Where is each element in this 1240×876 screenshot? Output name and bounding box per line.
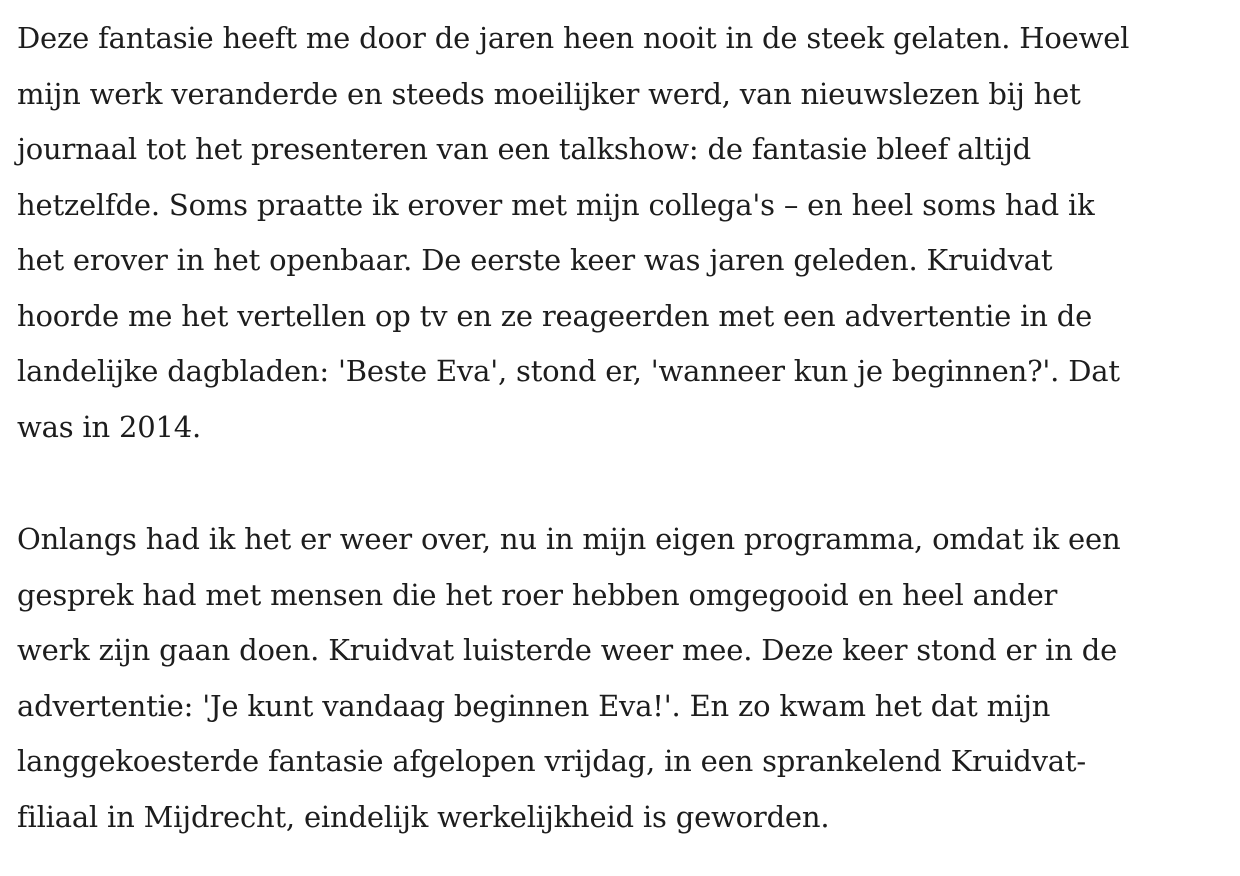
- text-line: werk zijn gaan doen. Kruidvat luisterde weer mee. Deze keer stond er in de: [17, 633, 1118, 667]
- text-line: journaal tot het presenteren van een talkshow: de fantasie bleef altijd: [17, 132, 1031, 166]
- article-paragraph: [17, 512, 1240, 845]
- text-line: hetzelfde. Soms praatte ik erover met mijn collega's – en heel soms had ik: [17, 187, 1095, 222]
- text-line: was in 2014.: [17, 409, 202, 444]
- text-line: gesprek had met mensen die het roer hebben omgegooid en heel ander: [17, 577, 1058, 612]
- text-line: advertentie: 'Je kunt vandaag beginnen Eva!'. En zo kwam het dat mijn: [17, 688, 1051, 723]
- text-line: Deze fantasie heeft me door de jaren heen nooit in de steek gelaten. Hoewel: [17, 21, 1130, 55]
- text-line: langgekoesterde fantasie afgelopen vrijdag, in een sprankelend Kruidvat-: [17, 744, 1086, 778]
- text-line: filiaal in Mijdrecht, eindelijk werkelijkheid is geworden.: [17, 799, 830, 834]
- text-line: hoorde me het vertellen op tv en ze reageerden met een advertentie in de: [17, 298, 1093, 333]
- article-paragraph: [17, 11, 1240, 455]
- text-line: landelijke dagbladen: 'Beste Eva', stond er, 'wanneer kun je beginnen?'. Dat: [17, 354, 1120, 388]
- text-line: het erover in het openbaar. De eerste keer was jaren geleden. Kruidvat: [17, 243, 1053, 277]
- text-line: Onlangs had ik het er weer over, nu in mijn eigen programma, omdat ik een: [17, 522, 1121, 556]
- text-line: mijn werk veranderde en steeds moeilijker werd, van nieuwslezen bij het: [17, 76, 1081, 111]
